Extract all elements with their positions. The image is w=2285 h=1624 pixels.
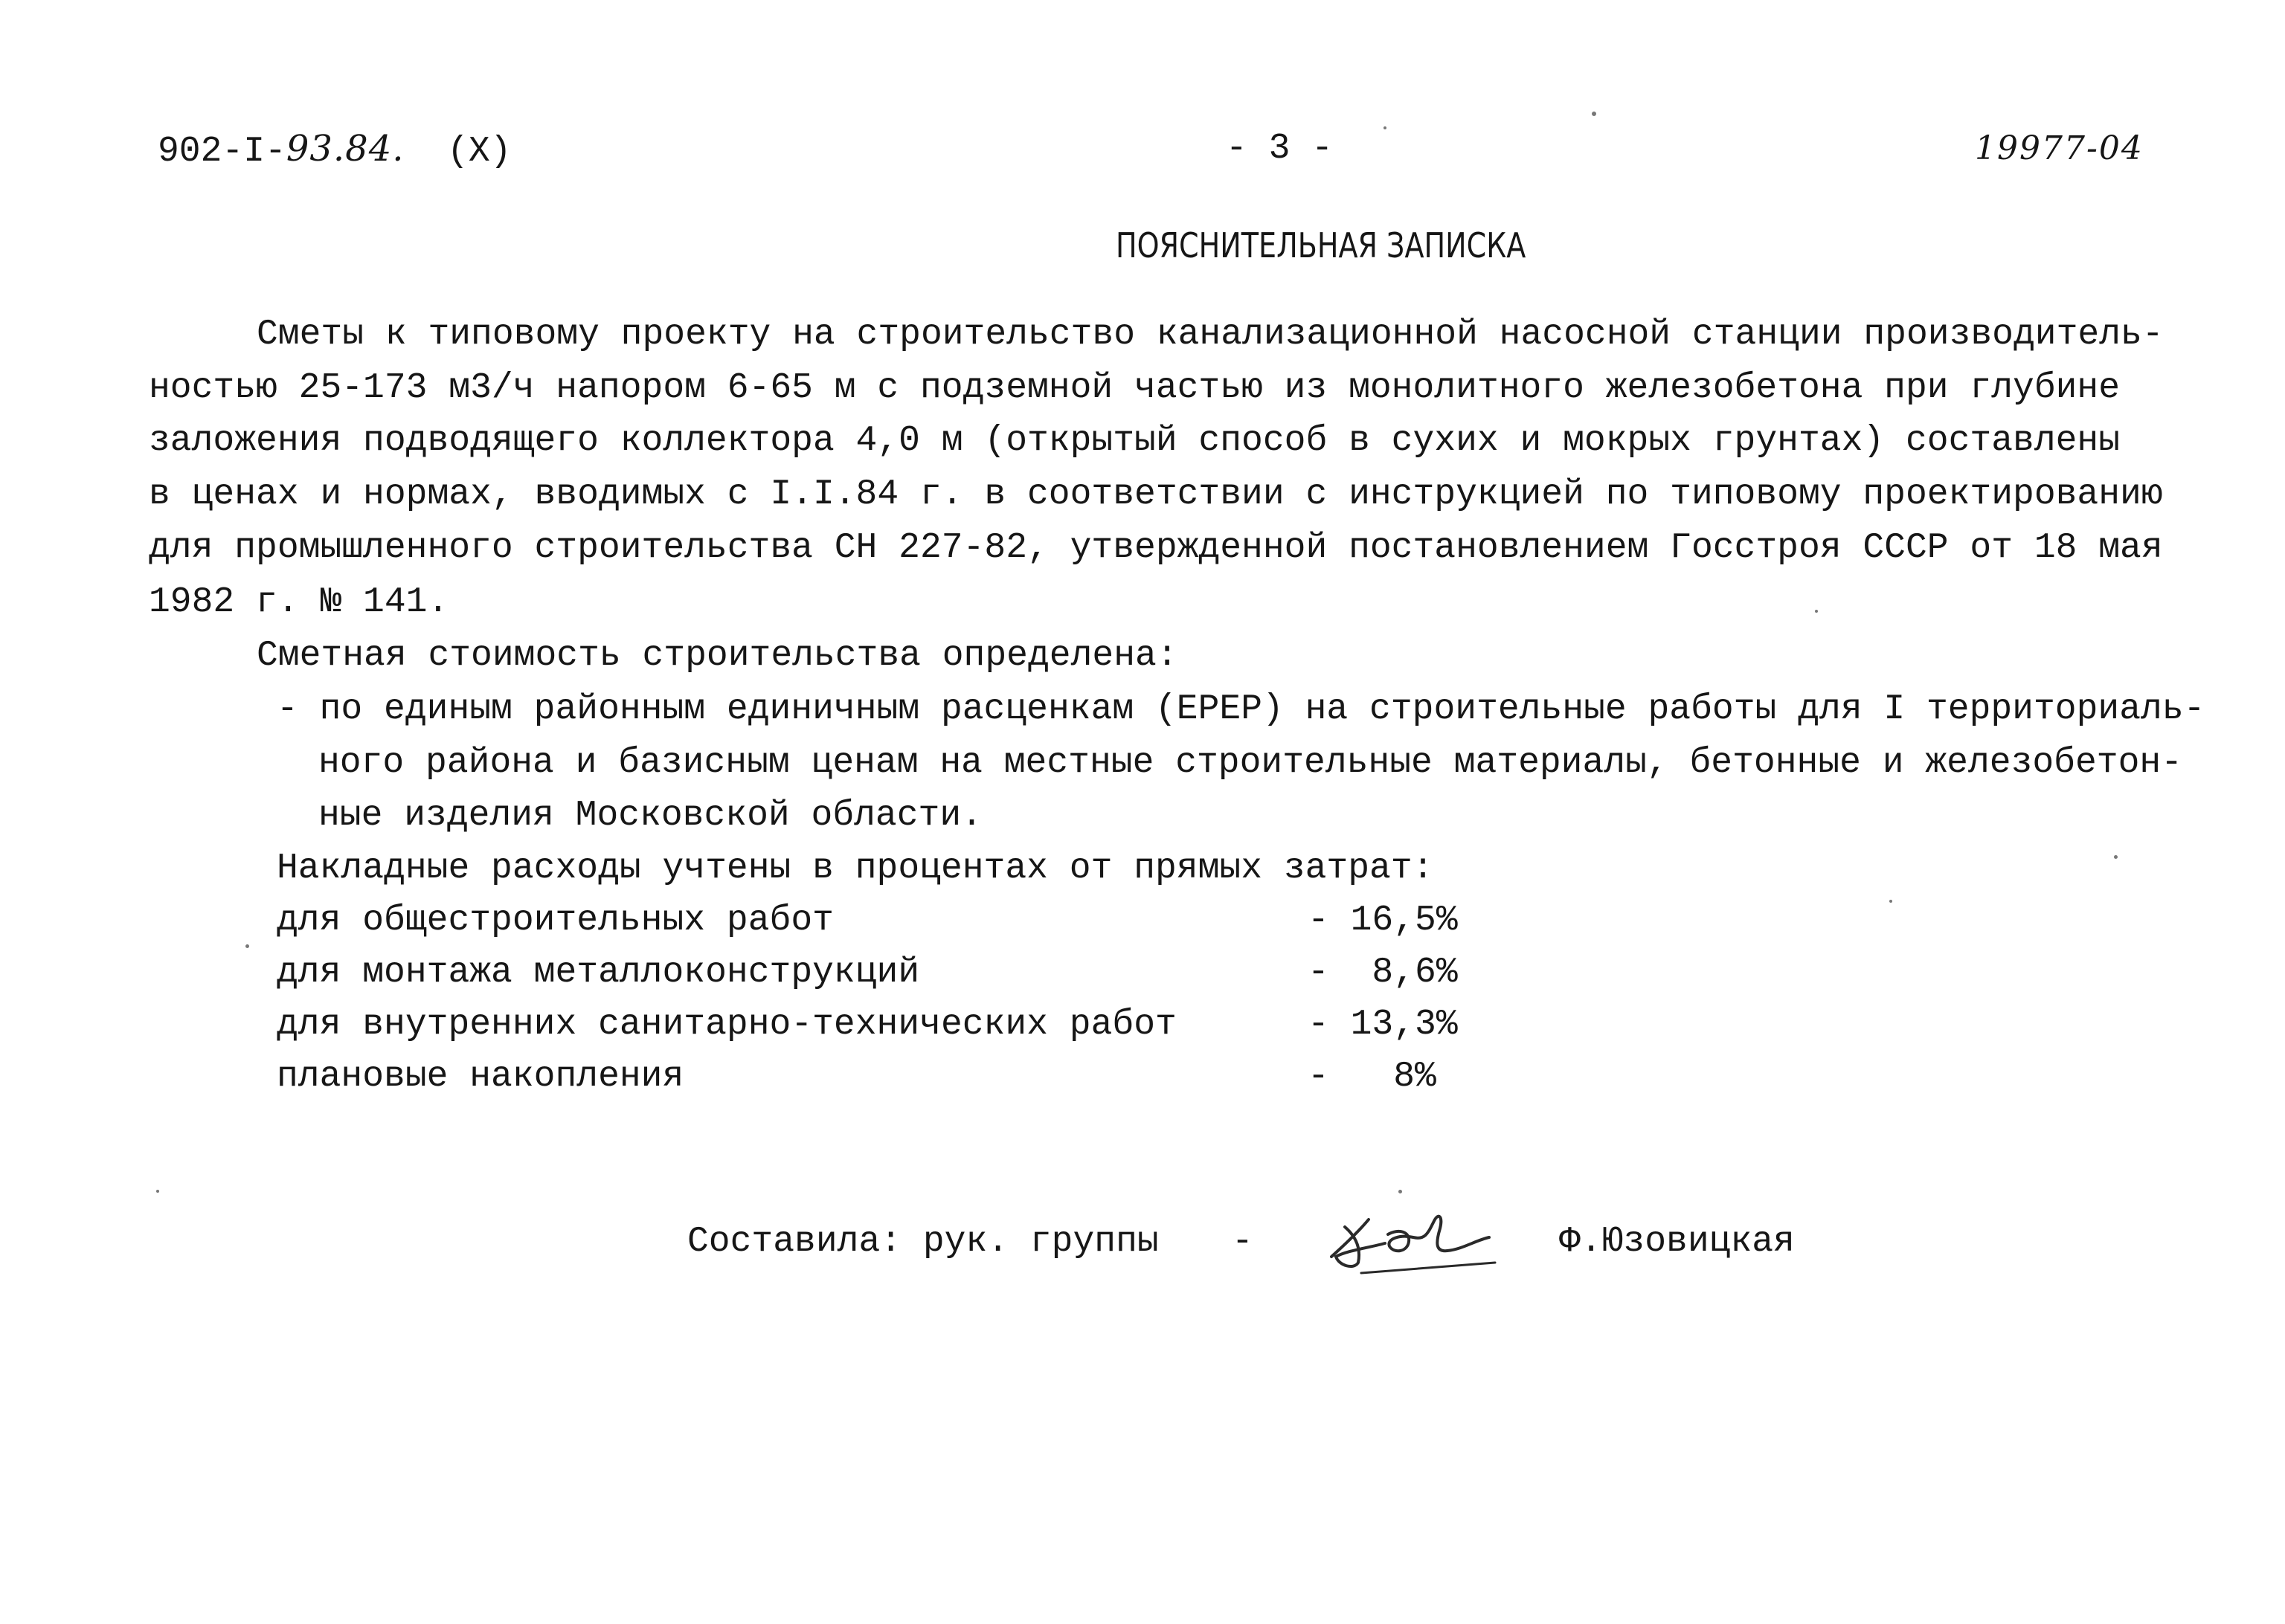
page-title: ПОЯСНИТЕЛЬНАЯ ЗАПИСКА: [1116, 225, 1526, 265]
rate-label: плановые накопления: [277, 1057, 684, 1097]
document-code-prefix: 902-I-: [158, 132, 286, 172]
document-code: [158, 126, 512, 174]
rate-value: - 8,6%: [1308, 953, 1458, 993]
overhead-heading: Накладные расходы учтены в процентах от прямых затрат:: [277, 848, 1434, 889]
intro-line: ностью 25-173 м3/ч напором 6-65 м с подземной частью из монолитного железобетона при глубине: [149, 368, 2121, 408]
intro-line: Сметы к типовому проекту на строительство канализационной насосной станции производитель-: [257, 315, 2164, 355]
scan-speck: [1398, 1190, 1402, 1193]
page-number: - 3 -: [1226, 129, 1334, 169]
scan-speck: [1383, 126, 1386, 129]
document-number: 19977-04: [1975, 129, 2144, 167]
handwritten-signature: [1317, 1199, 1510, 1280]
bullet-line: - по единым районным единичным расценкам (ЕРЕР) на строительные работы для I территориаль-: [277, 689, 2205, 729]
rate-label: для общестроительных работ: [277, 900, 834, 941]
intro-line: 1982 г. № 141.: [149, 582, 449, 622]
scan-speck: [1592, 112, 1596, 116]
scan-speck: [156, 1190, 159, 1193]
signature-dash: -: [1232, 1222, 1253, 1262]
rate-value: - 16,5%: [1308, 900, 1458, 941]
scan-speck: [1815, 610, 1818, 613]
document-code-suffix: (X): [447, 132, 512, 172]
scan-speck: [245, 944, 249, 948]
intro-line: заложения подводящего коллектора 4,0 м (открытый способ в сухих и мокрых грунтах) составлены: [149, 421, 2121, 461]
bullet-line: ные изделия Московской области.: [318, 796, 983, 836]
scan-speck: [2114, 855, 2118, 859]
rate-label: для внутренних санитарно-технических работ: [277, 1005, 1177, 1045]
document-code-handwritten: 93.84.: [286, 128, 405, 170]
signer-name: Ф.Юзовицкая: [1559, 1222, 1795, 1262]
cost-heading: Сметная стоимость строительства определена:: [257, 636, 1178, 676]
bullet-line: ного района и базисным ценам на местные строительные материалы, бетонные и железобетон-: [318, 743, 2183, 783]
intro-line: в ценах и нормах, вводимых с I.I.84 г. в соответствии с инструкцией по типовому проектированию: [149, 474, 2163, 515]
signature-label: Составила: рук. группы: [687, 1222, 1159, 1262]
scan-speck: [1889, 900, 1892, 903]
rate-value: - 8%: [1308, 1057, 1436, 1097]
rate-value: - 13,3%: [1308, 1005, 1458, 1045]
rate-label: для монтажа металлоконструкций: [277, 953, 920, 993]
intro-line: для промышленного строительства СН 227-82, утвержденной постановлением Госстроя СССР от 18 мая: [149, 528, 2163, 568]
